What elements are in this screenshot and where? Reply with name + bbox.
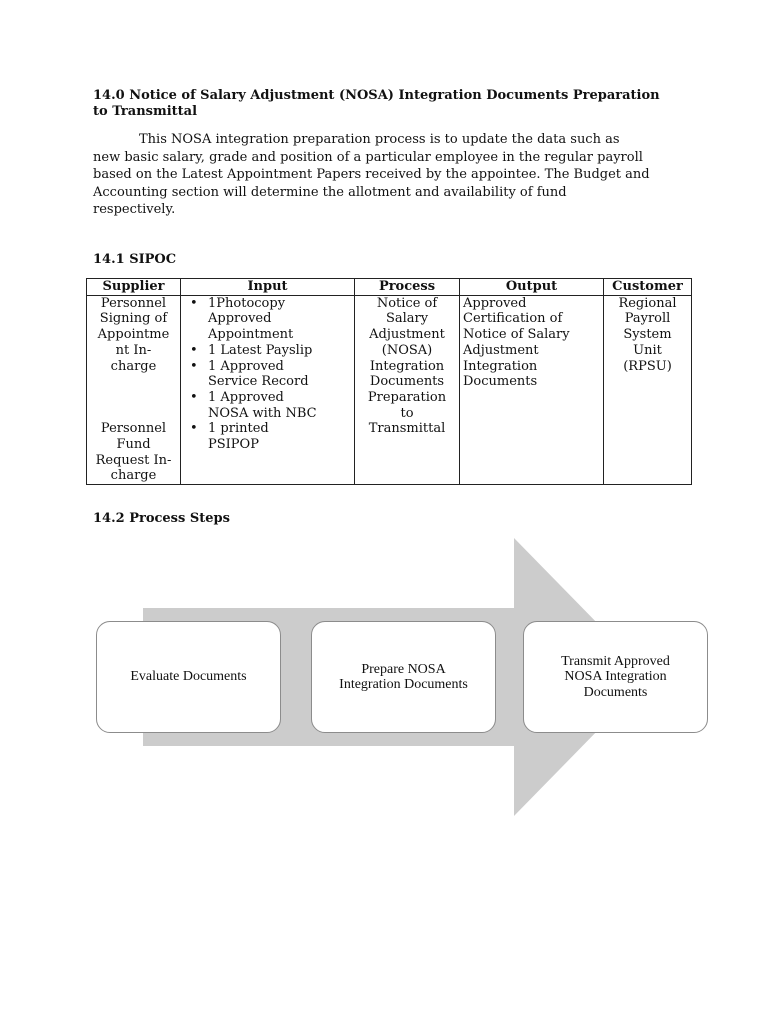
process-text: Integration bbox=[369, 358, 445, 374]
process-steps-heading: 14.2 Process Steps bbox=[93, 511, 230, 526]
step-text: Integration Documents bbox=[339, 677, 468, 692]
input-text: • 1 Latest Payslip bbox=[208, 342, 313, 358]
customer-text: System bbox=[623, 327, 672, 343]
input-text: PSIPOP bbox=[208, 437, 259, 453]
supplier-text: Fund bbox=[116, 436, 151, 452]
customer-text: Regional bbox=[618, 295, 677, 311]
customer-text: Payroll bbox=[624, 311, 671, 327]
step-text: Prepare NOSA bbox=[361, 661, 446, 677]
supplier-text: Signing of bbox=[99, 311, 168, 327]
process-text: (NOSA) bbox=[381, 342, 433, 358]
supplier-text: nt In- bbox=[115, 342, 152, 358]
input-text: • 1Photocopy bbox=[208, 295, 286, 311]
output-text: Notice of Salary bbox=[463, 327, 570, 343]
input-text: Appointment bbox=[208, 327, 294, 343]
supplier-text: Personnel bbox=[100, 295, 167, 311]
process-text: Notice of bbox=[376, 295, 438, 311]
header-output: Output bbox=[460, 279, 604, 296]
input-text: NOSA with NBC bbox=[208, 405, 317, 421]
step-evaluate-documents bbox=[96, 621, 281, 733]
paragraph-line: based on the Latest Appointment Papers received by the appointee. The Budget and bbox=[93, 167, 650, 182]
customer-text: (RPSU) bbox=[623, 358, 672, 374]
input-text: • 1 Approved bbox=[208, 358, 284, 374]
output-text: Adjustment bbox=[463, 342, 539, 358]
step-text: Transmit Approved bbox=[561, 653, 670, 669]
output-text: Approved bbox=[463, 295, 527, 311]
step-transmit-approved bbox=[523, 621, 708, 733]
header-input: Input bbox=[181, 279, 355, 296]
process-text: Salary bbox=[385, 311, 429, 327]
sipoc-heading: 14.1 SIPOC bbox=[93, 252, 177, 267]
output-text: Documents bbox=[463, 374, 538, 390]
header-process: Process bbox=[355, 279, 460, 296]
process-text: Transmittal bbox=[368, 421, 446, 437]
process-text: to bbox=[400, 405, 414, 421]
process-text: Preparation bbox=[367, 389, 447, 405]
paragraph-line: Accounting section will determine the allotment and availability of fund bbox=[93, 184, 567, 200]
section-title-line: 14.0 Notice of Salary Adjustment (NOSA) Integration Documents Preparation bbox=[93, 88, 660, 103]
step-text: NOSA Integration bbox=[564, 669, 667, 685]
input-text: • 1 printed bbox=[208, 421, 269, 437]
supplier-text: charge bbox=[110, 468, 157, 484]
output-text: Certification of bbox=[463, 311, 563, 327]
output-text: Integration bbox=[463, 358, 538, 374]
header-supplier: Supplier bbox=[87, 279, 181, 296]
process-text: Adjustment bbox=[369, 327, 445, 343]
header-customer: Customer bbox=[604, 279, 692, 296]
paragraph-line: This NOSA integration preparation process is to update the data such as bbox=[139, 132, 620, 147]
paragraph-line: respectively. bbox=[93, 202, 176, 217]
step-text: Evaluate Documents bbox=[130, 669, 247, 685]
section-title-line: to Transmittal bbox=[93, 104, 198, 119]
input-text: Service Record bbox=[208, 374, 309, 390]
process-text: Documents bbox=[369, 374, 445, 390]
supplier-text: Request In- bbox=[95, 452, 172, 468]
customer-text: Unit bbox=[633, 342, 662, 358]
supplier-text: Personnel bbox=[100, 421, 167, 437]
paragraph-line: new basic salary, grade and position of a particular employee in the regular payroll bbox=[93, 149, 643, 165]
input-text: • 1 Approved bbox=[208, 389, 284, 405]
step-text: Documents bbox=[583, 684, 648, 700]
supplier-text: charge bbox=[110, 358, 157, 374]
input-text: Approved bbox=[208, 311, 272, 327]
step-prepare-nosa bbox=[311, 621, 496, 733]
supplier-text: Appointme bbox=[97, 327, 170, 343]
